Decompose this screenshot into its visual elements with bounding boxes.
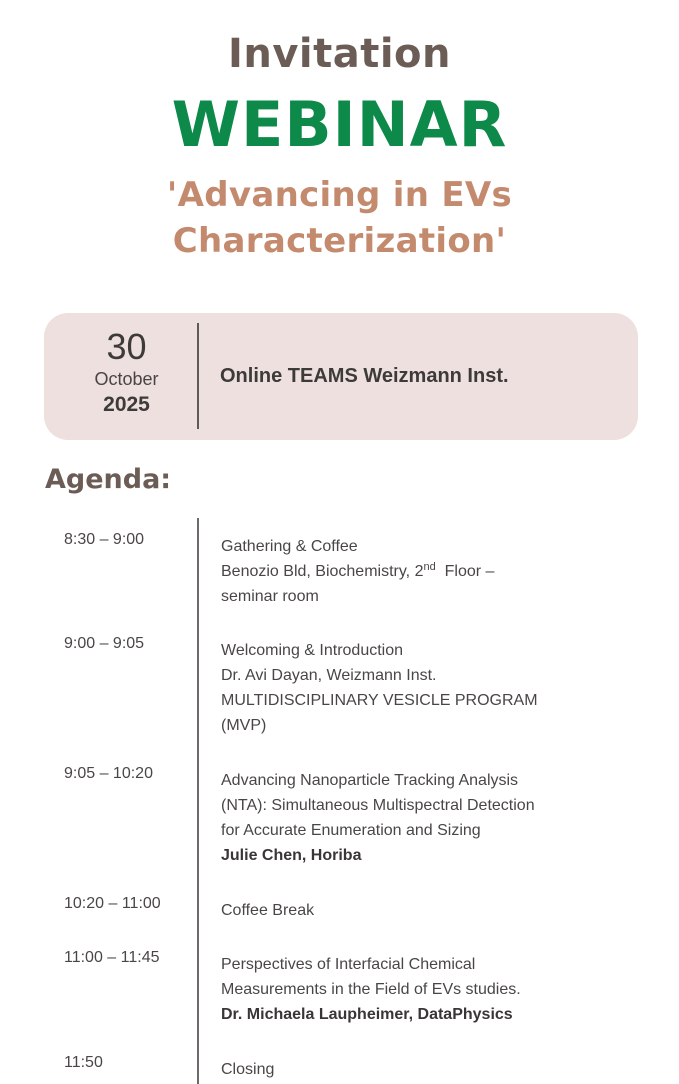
agenda-description	[221, 952, 621, 1027]
agenda-line: MULTIDISCIPLINARY VESICLE PROGRAM	[221, 692, 538, 709]
event-year: 2025	[103, 393, 150, 416]
agenda-speaker: Dr. Michaela Laupheimer, DataPhysics	[221, 1006, 513, 1023]
invitation-title: Invitation	[227, 31, 452, 77]
event-date	[44, 327, 209, 419]
ordinal-superscript: nd	[423, 561, 436, 573]
agenda-line: Coffee Break	[221, 902, 315, 919]
agenda-line: for Accurate Enumeration and Sizing	[221, 822, 481, 839]
agenda-description	[221, 534, 621, 609]
agenda-line-text: Benozio Bld, Biochemistry, 2	[221, 563, 424, 580]
agenda-line: (MVP)	[221, 717, 267, 734]
card-divider	[197, 323, 199, 429]
agenda-time: 9:05 – 10:20	[64, 765, 153, 782]
webinar-subtitle	[0, 172, 679, 264]
agenda-line: (NTA): Simultaneous Multispectral Detection	[221, 797, 535, 814]
agenda-line: Perspectives of Interfacial Chemical	[221, 956, 476, 973]
agenda-line	[221, 559, 621, 584]
agenda-line: Closing	[221, 1061, 275, 1078]
agenda-description	[221, 898, 621, 923]
subtitle-line-2: Characterization'	[172, 221, 507, 261]
agenda-line: Measurements in the Field of EVs studies.	[221, 981, 521, 998]
agenda-time: 11:00 – 11:45	[64, 949, 160, 966]
agenda-description	[221, 768, 621, 868]
agenda-time: 9:00 – 9:05	[64, 635, 145, 652]
agenda-description	[221, 1057, 621, 1082]
agenda-time: 11:50	[64, 1054, 103, 1071]
agenda-description	[221, 638, 621, 738]
event-month: October	[94, 369, 159, 389]
agenda-line-text: Floor –	[435, 563, 495, 580]
webinar-title: WEBINAR	[171, 88, 508, 161]
agenda-line: Advancing Nanoparticle Tracking Analysis	[221, 772, 519, 789]
event-day: 30	[106, 326, 147, 367]
event-date-card	[44, 313, 638, 440]
agenda-line: Gathering & Coffee	[221, 538, 358, 555]
agenda-heading: Agenda:	[45, 464, 172, 495]
agenda-line: Welcoming & Introduction	[221, 642, 404, 659]
agenda-time: 8:30 – 9:00	[64, 531, 145, 548]
agenda-time: 10:20 – 11:00	[64, 895, 161, 912]
subtitle-line-1: 'Advancing in EVs	[166, 175, 513, 215]
agenda-speaker: Julie Chen, Horiba	[221, 847, 362, 864]
agenda-line: Dr. Avi Dayan, Weizmann Inst.	[221, 667, 437, 684]
agenda-line: seminar room	[221, 588, 319, 605]
agenda-timeline-divider	[197, 518, 199, 1084]
event-location: Online TEAMS Weizmann Inst.	[220, 365, 509, 387]
